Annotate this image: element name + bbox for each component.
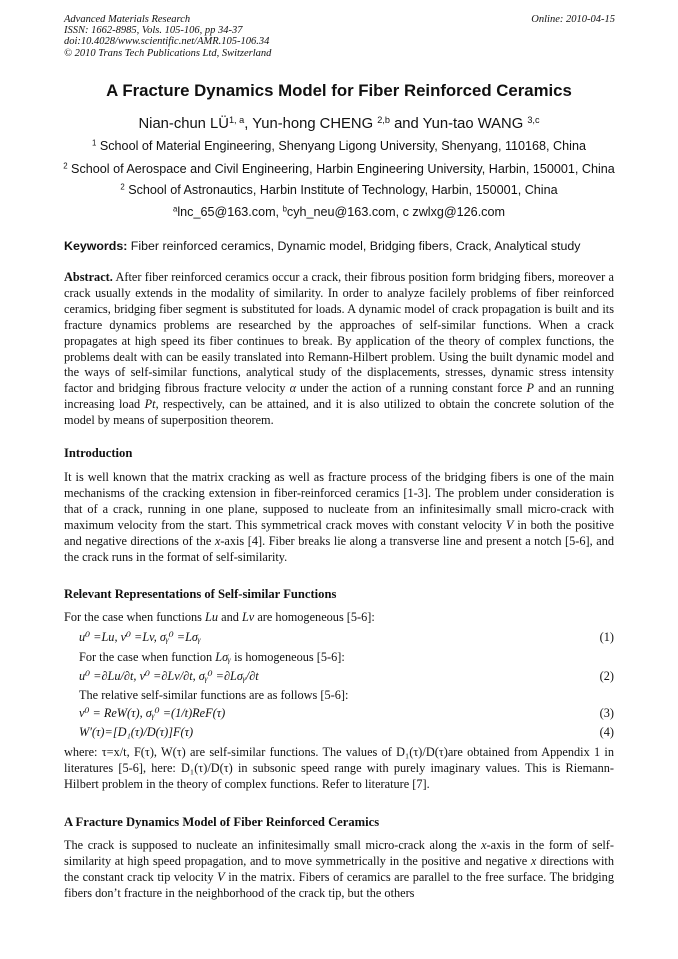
affiliation-text: School of Aerospace and Civil Engineering, Harbin Engineering University, Harbin, 150001, China — [67, 162, 615, 176]
abstract-text: and an running increasing load — [64, 381, 614, 412]
equation-3 — [64, 706, 614, 721]
email-sup: a — [173, 204, 178, 214]
equation-3-body: v⁰ = ReW(τ), σᵧ⁰ =(1/t)ReF(τ) — [79, 706, 226, 720]
where-paragraph: where: τ=x/t, F(τ), W(τ) are self-similar functions. The values of D₁(τ)/D(τ)are obtained from Appendix 1 in literatures [5-6], here: D₁(τ)/D(τ) in subsonic speed range with purely imaginary values. This is Riemann-Hilbert problem in the theory of complex functions. Refer to literature [7]. — [64, 745, 614, 791]
keywords — [64, 239, 580, 253]
abstract-paragraph — [64, 270, 614, 429]
intro-text: -axis [4]. Fiber breaks lie along a transverse line and present a notch [5-6], and the crack runs in the format of self-similarity. — [64, 533, 614, 564]
equation-4-number: (4) — [599, 725, 614, 739]
doi-line[interactable]: doi:10.4028/www.scientific.net/AMR.105-106.34 — [64, 36, 270, 48]
section-heading-model: A Fracture Dynamics Model of Fiber Reinforced Ceramics — [64, 815, 380, 829]
eq-intro-text: is homogeneous [5-6]: — [231, 650, 345, 664]
equation-intro-1 — [64, 610, 614, 625]
keywords-label: Keywords: — [64, 239, 128, 253]
affiliation-sup: 2 — [120, 182, 125, 192]
symbol-lu: Lu — [205, 610, 219, 624]
model-text: in the matrix. Fibers of ceramics are parallel to the free surface. The bridging fibers don’t fracture in the neighborhood of the crack tip, but the others — [64, 869, 614, 900]
eq-intro-text: For the case when functions — [64, 610, 206, 624]
equation-2-number: (2) — [599, 669, 614, 683]
journal-name: Advanced Materials Research — [64, 14, 191, 25]
author-line — [0, 116, 678, 132]
equation-1-body: u⁰ =Lu, v⁰ =Lv, σᵧ⁰ =Lσᵧ — [79, 630, 201, 644]
equation-intro-3 — [64, 688, 614, 703]
equation-2-body: u⁰ =∂Lu/∂t, v⁰ =∂Lv/∂t, σᵧ⁰ =∂Lσᵧ/∂t — [79, 669, 259, 683]
equation-intro-2 — [64, 650, 614, 665]
equation-3-number: (3) — [599, 706, 614, 720]
symbol-alpha: α — [289, 381, 297, 396]
introduction-paragraph — [64, 470, 614, 565]
eq-intro-text: are homogeneous [5-6]: — [254, 610, 375, 624]
symbol-lsigma: Lσᵧ — [215, 650, 232, 664]
symbol-p: P — [526, 381, 534, 396]
abstract-label: Abstract. — [64, 270, 113, 284]
symbol-x: x — [530, 853, 537, 868]
model-text: -axis in the form of self-similarity at high speed propagation, and to move symmetrically in the positive and negative — [64, 838, 615, 868]
intro-text: in both the positive and negative directions of the — [64, 517, 615, 548]
abstract-text: , respectively, can be attained, and it is also utilized to obtain the concrete solution of the model by means of superposition theorem. — [64, 397, 614, 428]
author-separator: and Yun-tao WANG — [389, 116, 528, 132]
eq-intro-text: and — [218, 610, 242, 624]
affiliation-text: School of Material Engineering, Shenyang Ligong University, Shenyang, 110168, China — [96, 139, 586, 153]
symbol-x: x — [214, 533, 221, 548]
equation-2 — [64, 669, 614, 684]
model-text: directions with the constant crack tip velocity — [64, 853, 614, 884]
equation-1 — [64, 630, 614, 645]
affiliation-sup: 2 — [63, 161, 68, 171]
model-text: The crack is supposed to nucleate an infinitesimally small micro-crack along the — [64, 838, 482, 852]
equation-4 — [64, 725, 614, 740]
author-2-sup: 2,b — [377, 114, 390, 125]
section-heading-self-similar: Relevant Representations of Self-similar Functions — [64, 587, 337, 601]
equation-4-body: W′(τ)=[D₁(τ)/D(τ)]F(τ) — [79, 725, 194, 739]
journal-header — [64, 14, 271, 59]
affiliation-1 — [0, 139, 678, 153]
author-separator: , Yun-hong CHENG — [244, 116, 378, 132]
author-1-sup: 1, a — [228, 114, 245, 125]
email-line — [0, 205, 678, 219]
online-date: Online: 2010-04-15 — [531, 14, 615, 25]
equation-1-number: (1) — [599, 630, 614, 644]
affiliation-3 — [0, 183, 678, 197]
symbol-x: x — [481, 838, 487, 852]
abstract-text: After fiber reinforced ceramics occur a crack, their fibrous position form bridging fibers, moreover a crack usually extends in the modality of similarity. In order to analyze facilely problems of fiber reinforced ceramics, bridging fiber segment is substituted for loads. A dynamic model of crack propagation is built and its fracture dynamics problems are researched by the approaches of self-similar functions. When a crack propagates at high speed its fiber continues to break. By application of the theory of complex functions, the problems dealt with can be easily translated into Remann-Hilbert problem. Using the built dynamic model and the ways of self-similar functions, analytical study of the displacements, stresses, dynamic stress intensity factor and bridging fibrous fracture velocity — [64, 270, 614, 396]
keywords-text: Fiber reinforced ceramics, Dynamic model, Bridging fibers, Crack, Analytical study — [127, 239, 581, 253]
author-1: Nian-chun LÜ — [138, 116, 229, 132]
affiliation-text: School of Astronautics, Harbin Institute of Technology, Harbin, 150001, China — [124, 183, 558, 197]
symbol-v: V — [505, 517, 514, 532]
symbol-v: V — [217, 869, 225, 884]
model-paragraph — [64, 838, 614, 902]
symbol-lv: Lv — [241, 610, 255, 624]
abstract-text: under the action of a running constant force — [296, 381, 527, 396]
author-3-sup: 3,c — [527, 114, 540, 125]
email-sup: b — [282, 204, 287, 214]
paper-title: A Fracture Dynamics Model for Fiber Reinforced Ceramics — [106, 81, 572, 100]
eq-intro-text: The relative self-similar functions are as follows [5-6]: — [79, 688, 349, 702]
intro-text: It is well known that the matrix cracking as well as fracture process of the bridging fibers is one of the main mechanisms of the cracking extension in fiber-reinforced ceramics [1-3]. The problem under consideration is that of a crack, running in one plane, supposed to nucleate from an infinitesimally small micro-crack with maximum velocity from the start. This symmetrical crack moves with constant velocity — [64, 470, 614, 532]
section-heading-introduction: Introduction — [64, 446, 133, 460]
affiliation-sup: 1 — [92, 138, 97, 148]
email-1[interactable]: lnc_65@163.com, — [177, 205, 283, 219]
copyright-line: © 2010 Trans Tech Publications Ltd, Switzerland — [64, 47, 272, 59]
issn-line: ISSN: 1662-8985, Vols. 105-106, pp 34-37 — [64, 25, 243, 37]
eq-intro-text: For the case when function — [79, 650, 216, 664]
affiliation-2 — [0, 162, 678, 176]
symbol-pt: Pt — [144, 397, 156, 412]
email-2[interactable]: cyh_neu@163.com, c zwlxg@126.com — [286, 205, 505, 219]
